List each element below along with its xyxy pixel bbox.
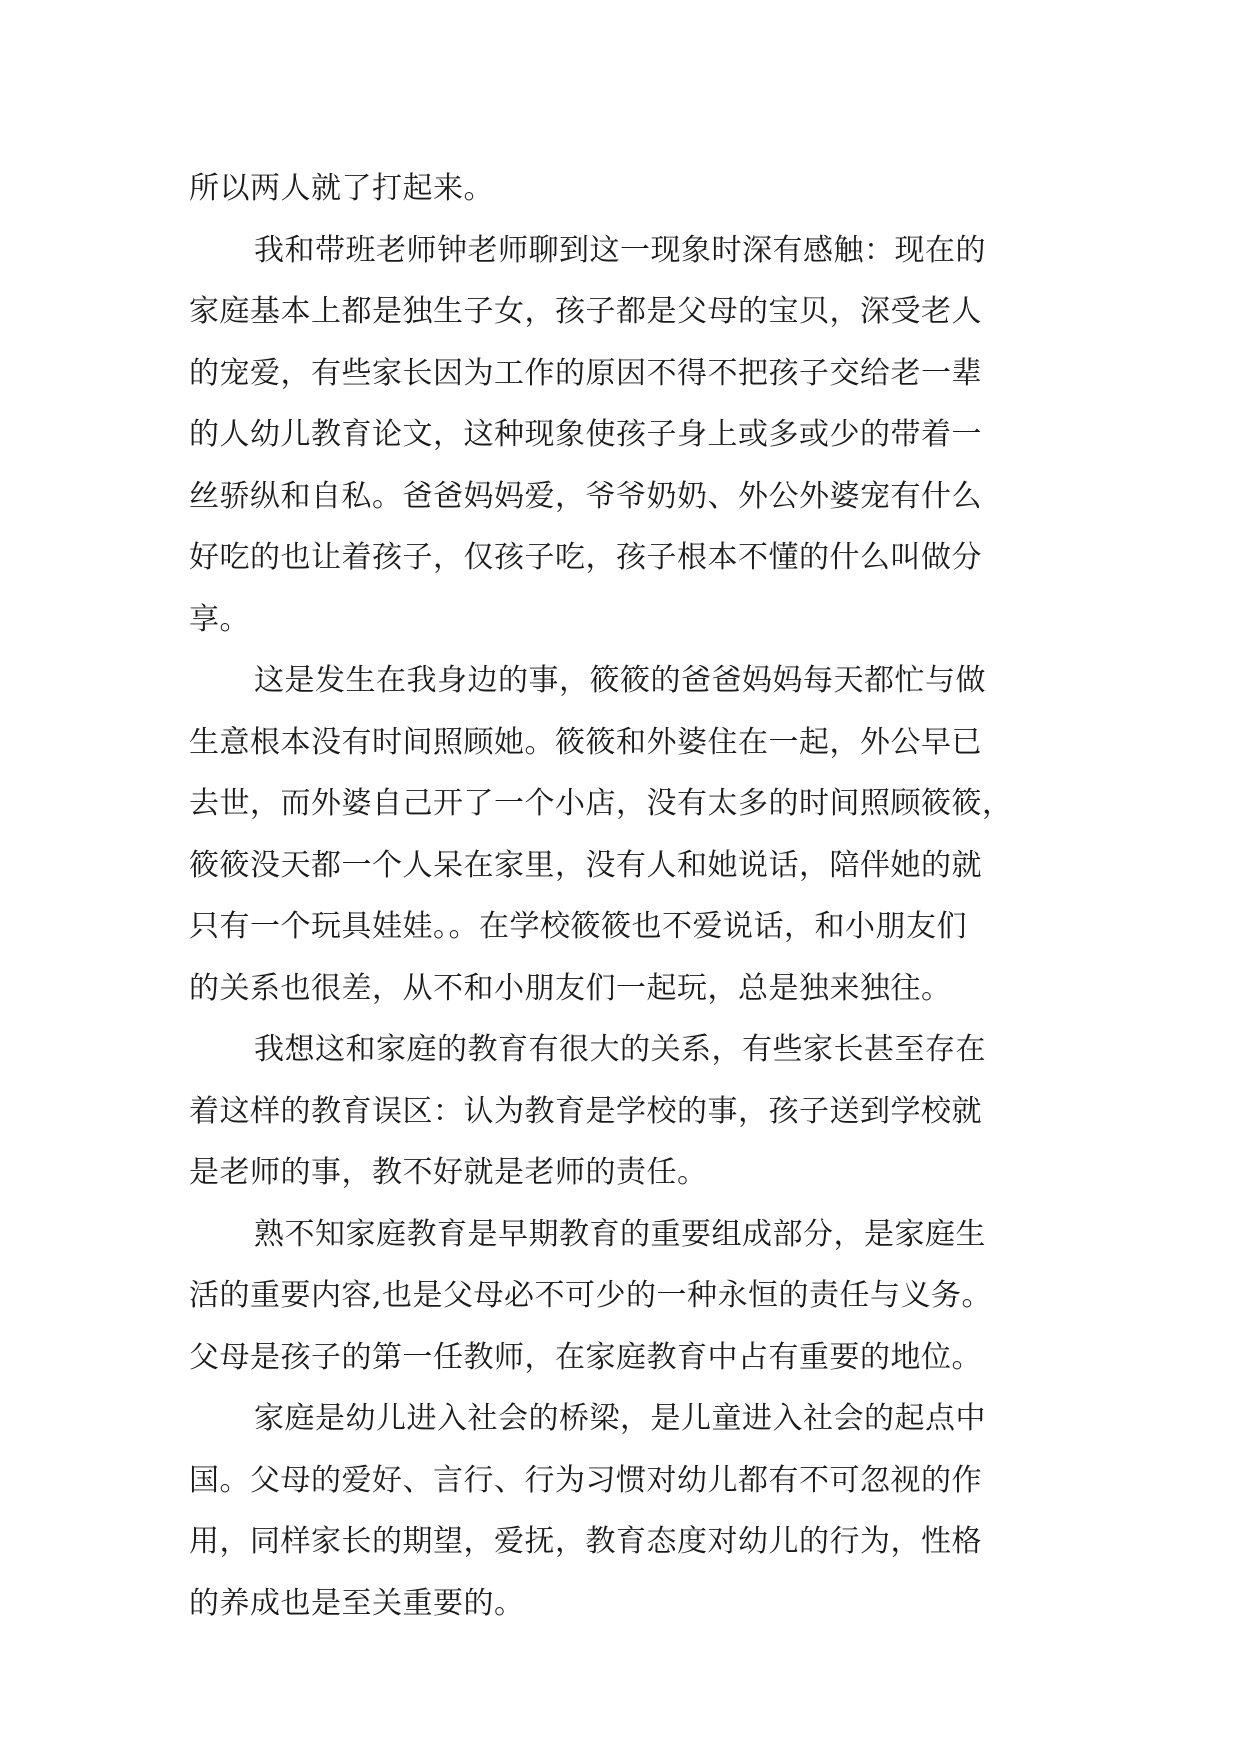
document-body (189, 158, 1049, 1634)
text-line: 丝骄纵和自私。爸爸妈妈爱，爷爷奶奶、外公外婆宠有什么 (189, 478, 982, 514)
text-line: 的宠爱，有些家长因为工作的原因不得不把孩子交给老一辈 (189, 355, 982, 391)
text-line: 熟不知家庭教育是早期教育的重要组成部分，是家庭生 (254, 1216, 986, 1252)
text-line: 生意根本没有时间照顾她。筱筱和外婆住在一起，外公早已 (189, 724, 982, 760)
paragraph (189, 1388, 1049, 1634)
text-line: 用，同样家长的期望，爱抚，教育态度对幼儿的行为，性格 (189, 1524, 982, 1559)
text-line: 国。父母的爱好、言行、行为习惯对幼儿都有不可忽视的作 (189, 1462, 982, 1498)
text-line: 是老师的事，教不好就是老师的责任。 (189, 1155, 708, 1190)
paragraph (189, 1019, 1049, 1204)
text-line: 家庭基本上都是独生子女，孩子都是父母的宝贝，深受老人 (189, 294, 982, 329)
paragraph (189, 158, 1049, 220)
text-line: 去世，而外婆自己开了一个小店，没有太多的时间照顾筱筱， (189, 786, 1013, 821)
text-line: 的关系也很差，从不和小朋友们一起玩，总是独来独往。 (189, 970, 952, 1006)
text-line: 父母是孩子的第一任教师，在家庭教育中占有重要的地位。 (189, 1339, 982, 1375)
text-line: 着这样的教育误区：认为教育是学校的事，孩子送到学校就 (189, 1093, 982, 1129)
text-line: 我想这和家庭的教育有很大的关系，有些家长甚至存在 (254, 1032, 986, 1067)
paragraph (189, 1204, 1049, 1389)
text-line: 的养成也是至关重要的。 (189, 1585, 525, 1621)
text-line: 的人幼儿教育论文，这种现象使孩子身上或多或少的带着一 (189, 417, 982, 452)
text-line: 只有一个玩具娃娃。。在学校筱筱也不爱说话，和小朋友们 (189, 909, 967, 944)
text-line: 筱筱没天都一个人呆在家里，没有人和她说话，陪伴她的就 (189, 847, 982, 883)
paragraph (189, 220, 1049, 651)
paragraph (189, 650, 1049, 1019)
text-line: 活的重要内容,也是父母必不可少的一种永恒的责任与义务。 (189, 1278, 993, 1313)
text-line: 所以两人就了打起来。 (189, 171, 494, 206)
text-line: 我和带班老师钟老师聊到这一现象时深有感触：现在的 (254, 232, 986, 268)
text-line: 好吃的也让着孩子，仅孩子吃，孩子根本不懂的什么叫做分 (189, 540, 982, 575)
text-line: 家庭是幼儿进入社会的桥梁，是儿童进入社会的起点中 (254, 1401, 986, 1436)
text-line: 享。 (189, 601, 250, 637)
text-line: 这是发生在我身边的事，筱筱的爸爸妈妈每天都忙与做 (254, 663, 986, 698)
